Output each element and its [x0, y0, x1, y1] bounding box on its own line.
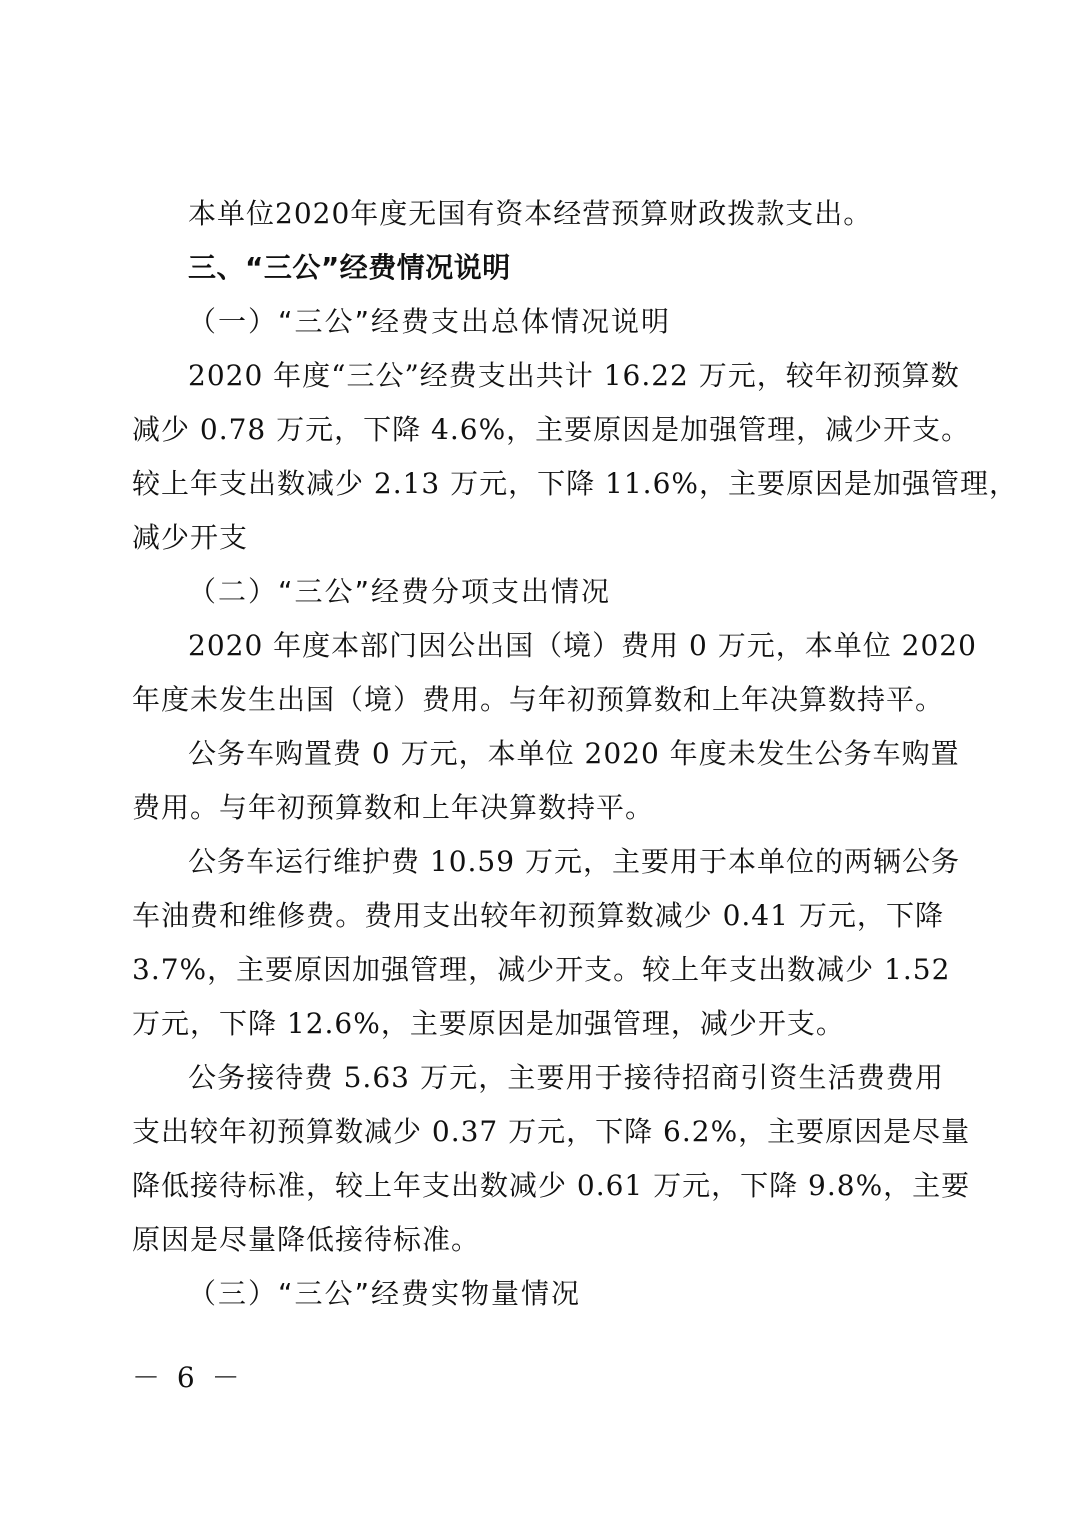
paragraph-line: 原因是尽量降低接待标准。 — [132, 1223, 481, 1256]
subsection-heading: （二）“三公”经费分项支出情况 — [188, 575, 612, 608]
paragraph-line: 2020 年度“三公”经费支出共计 16.22 万元，较年初预算数 — [188, 359, 960, 392]
paragraph-line: 减少 0.78 万元，下降 4.6%，主要原因是加强管理，减少开支。 — [132, 413, 971, 446]
section-heading: 三、“三公”经费情况说明 — [188, 251, 511, 284]
page-number: － 6 － — [132, 1361, 244, 1394]
paragraph-line: 本单位2020年度无国有资本经营预算财政拨款支出。 — [188, 197, 873, 230]
paragraph-line: 3.7%，主要原因加强管理，减少开支。较上年支出数减少 1.52 — [132, 953, 951, 986]
subsection-heading: （一）“三公”经费支出总体情况说明 — [188, 305, 672, 338]
paragraph-line: 公务车运行维护费 10.59 万元，主要用于本单位的两辆公务 — [188, 845, 960, 878]
paragraph-line: 万元，下降 12.6%，主要原因是加强管理，减少开支。 — [132, 1007, 845, 1040]
paragraph-line: 车油费和维修费。费用支出较年初预算数减少 0.41 万元，下降 — [132, 899, 944, 932]
paragraph-line: 支出较年初预算数减少 0.37 万元，下降 6.2%，主要原因是尽量 — [132, 1115, 971, 1148]
paragraph-line: 2020 年度本部门因公出国（境）费用 0 万元，本单位 2020 — [188, 629, 977, 662]
subsection-heading: （三）“三公”经费实物量情况 — [188, 1277, 582, 1310]
paragraph-line: 公务接待费 5.63 万元，主要用于接待招商引资生活费费用 — [188, 1061, 944, 1094]
paragraph-line: 较上年支出数减少 2.13 万元，下降 11.6%，主要原因是加强管理， — [132, 467, 1018, 500]
paragraph-line: 费用。与年初预算数和上年决算数持平。 — [132, 791, 655, 824]
paragraph-line: 减少开支 — [132, 521, 249, 554]
paragraph-line: 公务车购置费 0 万元，本单位 2020 年度未发生公务车购置 — [188, 737, 960, 770]
paragraph-line: 降低接待标准，较上年支出数减少 0.61 万元，下降 9.8%，主要 — [132, 1169, 971, 1202]
paragraph-line: 年度未发生出国（境）费用。与年初预算数和上年决算数持平。 — [132, 683, 945, 716]
